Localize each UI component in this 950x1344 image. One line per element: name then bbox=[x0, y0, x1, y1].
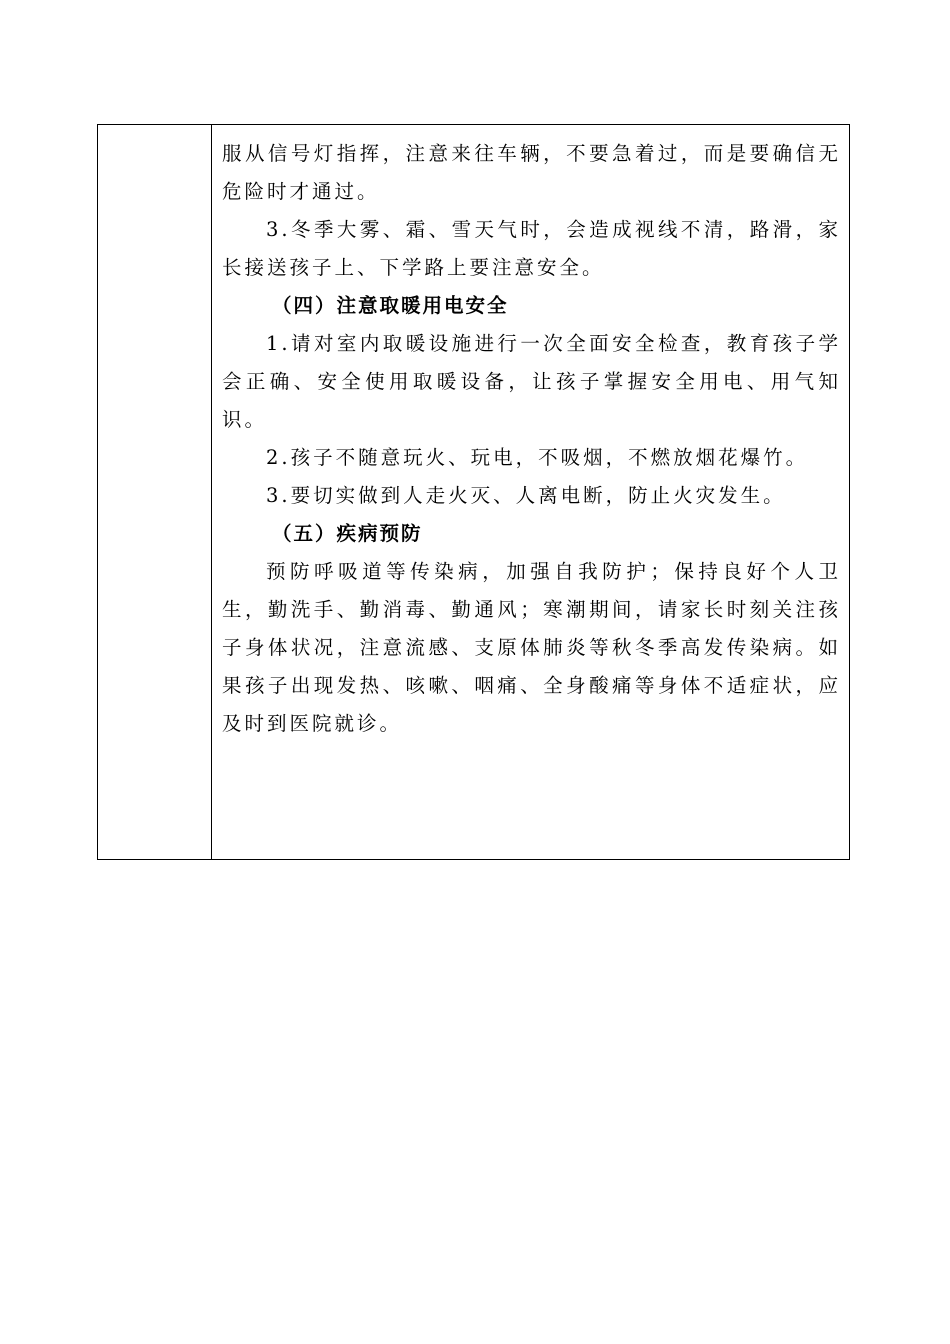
section3-tail-paragraph: 服从信号灯指挥，注意来往车辆，不要急着过，而是要确信无危险时才通过。 bbox=[222, 142, 841, 203]
section5-body-paragraph: 预防呼吸道等传染病，加强自我防护；保持良好个人卫生，勤洗手、勤消毒、勤通风；寒潮期间，请家长时刻关注孩子身体状况，注意流感、支原体肺炎等秋冬季高发传染病。如果孩子出现发热、咳嗽、咽痛、全身酸痛等身体不适症状，应及时到医院就诊。 bbox=[222, 560, 841, 735]
table-label-cell bbox=[98, 125, 212, 859]
section4-item3-paragraph: 3.要切实做到人走火灭、人离电断，防止火灾发生。 bbox=[266, 484, 786, 507]
section4-item2-paragraph: 2.孩子不随意玩火、玩电，不吸烟，不燃放烟花爆竹。 bbox=[266, 446, 809, 469]
section4-heading: （四）注意取暖用电安全 bbox=[272, 294, 509, 317]
notice-table bbox=[97, 124, 850, 860]
section4-item1-paragraph: 1.请对室内取暖设施进行一次全面安全检查，教育孩子学会正确、安全使用取暖设备，让孩子掌握安全用电、用气知识。 bbox=[222, 332, 841, 431]
section5-heading: （五）疾病预防 bbox=[272, 522, 423, 545]
table-content-cell bbox=[212, 125, 849, 859]
section3-item3-paragraph: 3.冬季大雾、霜、雪天气时，会造成视线不清，路滑，家长接送孩子上、下学路上要注意安全。 bbox=[222, 218, 841, 279]
